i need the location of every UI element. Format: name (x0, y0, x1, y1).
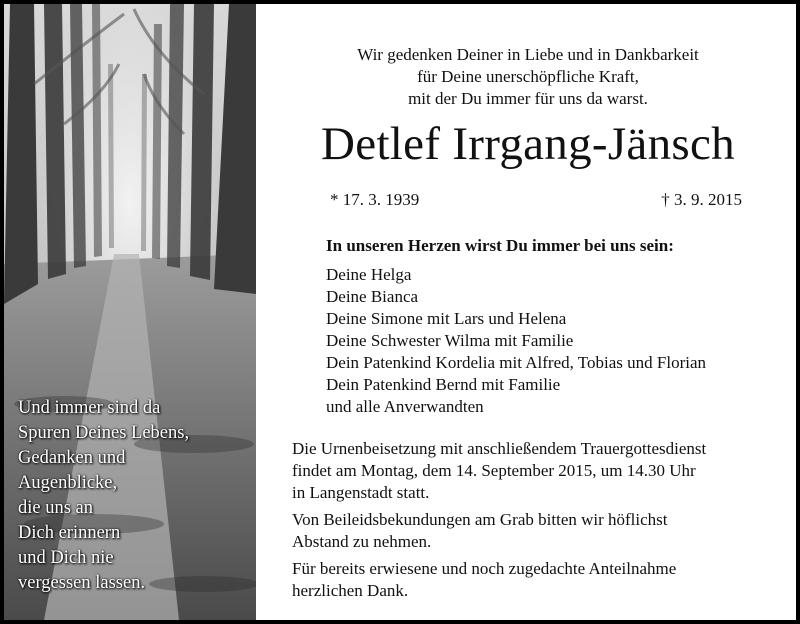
death-date: † 3. 9. 2015 (661, 190, 742, 209)
memorial-intro (260, 44, 796, 110)
birth-date: * 17. 3. 1939 (330, 190, 420, 209)
list-item: und alle Anverwandten (326, 397, 484, 416)
poem-line: Augenblicke, (18, 473, 118, 493)
poem-line: Und immer sind da (18, 398, 161, 418)
poem-line: und Dich nie (18, 548, 114, 568)
list-item: Deine Bianca (326, 287, 419, 306)
list-item: Dein Patenkind Kordelia mit Alfred, Tobias und Florian (326, 353, 706, 372)
poem-line: die uns an (18, 498, 94, 518)
thanks-note: Für bereits erwiesene und noch zugedachte Anteilnahme herzlichen Dank. (292, 559, 677, 600)
intro-line: für Deine unerschöpfliche Kraft, (417, 67, 639, 86)
poem-line: Spuren Deines Lebens, (18, 423, 190, 443)
intro-line: mit der Du immer für uns da warst. (408, 89, 648, 108)
poem-line: Dich erinnern (18, 523, 121, 543)
survivors-list (326, 264, 706, 418)
intro-line: Wir gedenken Deiner in Liebe und in Dankbarkeit (357, 45, 699, 64)
list-item: Deine Simone mit Lars und Helena (326, 309, 567, 328)
condolence-request: Von Beileidsbekundungen am Grab bitten wir höflichst Abstand zu nehmen. (292, 510, 668, 551)
deceased-name: Detlef Irrgang-Jänsch (321, 118, 735, 170)
memorial-poem (18, 396, 248, 596)
survivors-heading: In unseren Herzen wirst Du immer bei uns sein: (326, 236, 674, 255)
poem-line: vergessen lassen. (18, 573, 146, 593)
forest-path-photo (4, 4, 256, 620)
funeral-notes (292, 438, 792, 607)
list-item: Deine Helga (326, 265, 412, 284)
list-item: Dein Patenkind Bernd mit Familie (326, 375, 561, 394)
poem-line: Gedanken und (18, 448, 126, 468)
list-item: Deine Schwester Wilma mit Familie (326, 331, 574, 350)
notice-text (260, 4, 796, 620)
burial-info: Die Urnenbeisetzung mit anschließendem Trauergottesdienst findet am Montag, dem 14. September 2015, um 14.30 Uhr in Langenstadt statt. (292, 439, 707, 502)
